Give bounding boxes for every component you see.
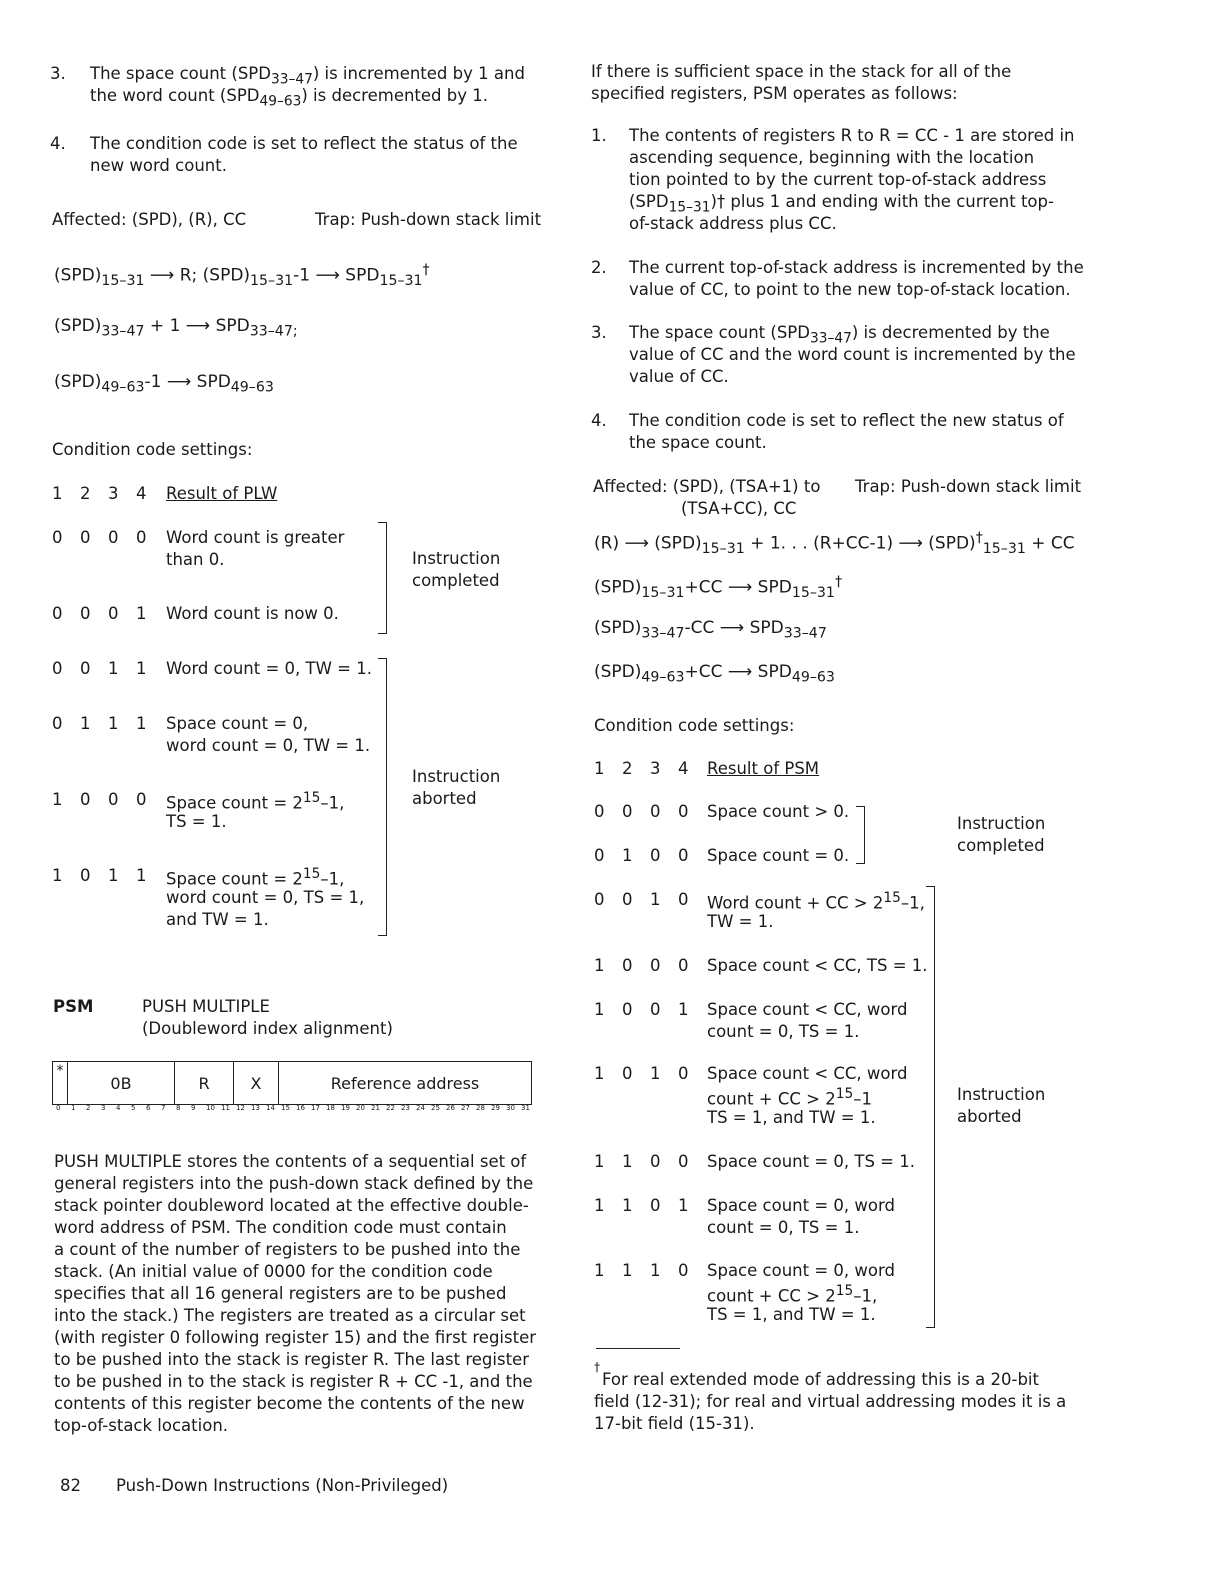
step-text: The space count $(SPD_{33-47})$ is decremented by the (629, 323, 1050, 347)
cc-result: Space count = 0. (707, 846, 850, 865)
step-number: 4. (591, 411, 607, 430)
description-line: into the stack.) The registers are treated as a circular set (54, 1306, 526, 1325)
formula: $(SPD)_{49-63}+CC$ ⟶ $SPD_{49-63}$ (594, 662, 835, 686)
alignment-note: (Doubleword index alignment) (142, 1019, 393, 1038)
page-number: 82 (60, 1476, 81, 1495)
running-footer: Push-Down Instructions (Non-Privileged) (116, 1476, 449, 1495)
bit-number: 2 (86, 1104, 91, 1112)
cc-bits: 0 0 1 1 (52, 659, 147, 678)
group-label: Instruction (957, 1085, 1046, 1104)
description-line: stack. (An initial value of 0000 for the condition code (54, 1262, 493, 1281)
trap-label: Trap: Push-down stack limit (315, 210, 542, 229)
group-label: Instruction (412, 767, 501, 786)
group-label: Instruction (957, 814, 1046, 833)
reference-address-field: Reference address (279, 1062, 532, 1105)
step-text: new word count. (90, 156, 227, 175)
bit-number: 21 (371, 1104, 380, 1112)
cc-result: word count = 0, TS = 1, (166, 888, 365, 907)
intro-line: If there is sufficient space in the stack for all of the (591, 62, 1012, 81)
step-number: 3. (591, 323, 607, 342)
group-label: completed (957, 836, 1045, 855)
cc-header: 1 2 3 4 (594, 759, 689, 778)
instruction-name: PUSH MULTIPLE (142, 997, 270, 1016)
cc-result: Space count > 0. (707, 802, 850, 821)
cc-bits: 1 1 0 0 (594, 1152, 689, 1171)
footnote-line: 17-bit field (15-31). (594, 1414, 755, 1433)
step-text: The contents of registers R to R = CC - 1 are stored in (629, 126, 1075, 145)
affected-label: Affected: (SPD), (R), CC (52, 210, 247, 229)
bit-number: 5 (131, 1104, 136, 1112)
cc-result: Space count < CC, word (707, 1000, 908, 1019)
cc-result-header: Result of PLW (166, 484, 278, 503)
description-line: specifies that all 16 general registers are to be pushed (54, 1284, 507, 1303)
cc-bits: 0 0 0 0 (594, 802, 689, 821)
affected-label: (TSA+CC), CC (681, 499, 797, 518)
cc-bits: 0 0 0 0 (52, 528, 147, 547)
bit-number: 17 (311, 1104, 320, 1112)
step-text: The space count $(SPD_{33-47})$ is incremented by 1 and (90, 64, 525, 88)
cc-bits: 1 0 0 0 (52, 790, 147, 809)
bit-number: 19 (341, 1104, 350, 1112)
footnote-rule (596, 1348, 680, 1349)
description-line: stack pointer doubleword located at the effective double- (54, 1196, 529, 1215)
group-label: aborted (957, 1107, 1022, 1126)
step-text: the word count $(SPD_{49-63})$ is decremented by 1. (90, 86, 488, 110)
formula: $(SPD)_{49-63}-1$ ⟶ $SPD_{49-63}$ (54, 372, 274, 396)
arrow-icon: ⟶ (727, 662, 753, 682)
bit-number: 27 (461, 1104, 470, 1112)
bit-number: 0 (56, 1104, 61, 1112)
step-text: The current top-of-stack address is incremented by the (629, 258, 1084, 277)
bit-number: 9 (191, 1104, 196, 1112)
arrow-icon: ⟶ (719, 618, 745, 638)
bit-number: 6 (146, 1104, 151, 1112)
bit-number: 28 (476, 1104, 485, 1112)
cc-title: Condition code settings: (52, 440, 253, 459)
bit-number: 1 (71, 1104, 76, 1112)
description-line: top-of-stack location. (54, 1416, 229, 1435)
description-line: PUSH MULTIPLE stores the contents of a sequential set of (54, 1152, 527, 1171)
arrow-icon: ⟶ (315, 265, 340, 286)
cc-result: count = 0, TS = 1. (707, 1218, 860, 1237)
cc-bits: 0 0 1 0 (594, 890, 689, 909)
bit-number: 7 (161, 1104, 166, 1112)
bit-number: 8 (176, 1104, 181, 1112)
group-bracket (856, 806, 865, 864)
footnote-line: For real extended mode of addressing this is a 20-bit (602, 1370, 1039, 1389)
cc-result: and TW = 1. (166, 910, 269, 929)
bit-number: 18 (326, 1104, 335, 1112)
cc-bits: 1 0 1 1 (52, 866, 147, 885)
cc-result: TS = 1, and TW = 1. (707, 1305, 876, 1324)
cc-bits: 1 0 0 0 (594, 956, 689, 975)
bit-number: 22 (386, 1104, 395, 1112)
cc-bits: 1 1 1 0 (594, 1261, 689, 1280)
formula: $(SPD)_{33-47}-CC$ ⟶ $SPD_{33-47}$ (594, 618, 827, 642)
footnote-line: field (12-31); for real and virtual addressing modes it is a (594, 1392, 1067, 1411)
cc-result: count + CC > $2^{15}-1$ (707, 1086, 872, 1109)
bit-number: 12 (236, 1104, 245, 1112)
cc-bits: 0 1 1 1 (52, 714, 147, 733)
step-number: 3. (50, 64, 66, 83)
step-text: the space count. (629, 433, 767, 452)
description-line: word address of PSM. The condition code must contain (54, 1218, 507, 1237)
cc-header: 1 2 3 4 (52, 484, 147, 503)
bit-number: 15 (281, 1104, 290, 1112)
cc-bits: 1 0 1 0 (594, 1064, 689, 1083)
step-text: value of CC. (629, 367, 729, 386)
arrow-icon: ⟶ (185, 316, 211, 336)
group-bracket (926, 886, 935, 1328)
description-line: to be pushed into the stack is register R. The last register (54, 1350, 529, 1369)
cc-title: Condition code settings: (594, 716, 795, 735)
r-field: R (175, 1062, 234, 1105)
cc-result: TS = 1. (166, 812, 227, 831)
footnote-mark: † (594, 1360, 600, 1374)
description-line: general registers into the push-down stack defined by the (54, 1174, 534, 1193)
bit-number: 29 (491, 1104, 500, 1112)
group-bracket (378, 522, 387, 634)
bit-number: 16 (296, 1104, 305, 1112)
step-text: $(SPD_{15-31})\dagger$ plus 1 and ending with the current top- (629, 192, 1054, 216)
step-number: 4. (50, 134, 66, 153)
description-line: a count of the number of registers to be pushed into the (54, 1240, 521, 1259)
group-bracket (378, 658, 387, 936)
formula: $(SPD)_{15-31}+CC$ ⟶ $SPD_{15-31}^\dagger$ (594, 574, 843, 602)
arrow-icon: ⟶ (727, 577, 753, 598)
arrow-icon: ⟶ (898, 533, 923, 554)
step-text: tion pointed to by the current top-of-stack address (629, 170, 1047, 189)
cc-bits: 1 1 0 1 (594, 1196, 689, 1215)
bit-number: 14 (266, 1104, 275, 1112)
instruction-format (52, 1061, 532, 1105)
cc-result: word count = 0, TW = 1. (166, 736, 371, 755)
mnemonic: PSM (53, 997, 94, 1016)
step-text: The condition code is set to reflect the new status of (629, 411, 1064, 430)
cc-result: TS = 1, and TW = 1. (707, 1108, 876, 1127)
cc-result: Space count = 0, TS = 1. (707, 1152, 915, 1171)
cc-result: Space count = 0, (166, 714, 309, 733)
arrow-icon: ⟶ (624, 533, 649, 554)
arrow-icon: ⟶ (166, 372, 192, 392)
cc-result: Space count < CC, TS = 1. (707, 956, 928, 975)
description-line: to be pushed in to the stack is register R + CC -1, and the (54, 1372, 533, 1391)
step-text: The condition code is set to reflect the status of the (90, 134, 518, 153)
cc-result: than 0. (166, 550, 225, 569)
bit-number: 23 (401, 1104, 410, 1112)
cc-result: Word count + CC > $2^{15}-1$, (707, 890, 925, 913)
cc-result: Space count = 0, word (707, 1261, 895, 1280)
description-line: contents of this register become the contents of the new (54, 1394, 525, 1413)
cc-bits: 1 0 0 1 (594, 1000, 689, 1019)
step-text: ascending sequence, beginning with the location (629, 148, 1035, 167)
x-field: X (234, 1062, 279, 1105)
bit-number: 31 (521, 1104, 530, 1112)
trap-label: Trap: Push-down stack limit (855, 477, 1082, 496)
cc-result-header: Result of PSM (707, 759, 820, 778)
description-line: (with register 0 following register 15) and the first register (54, 1328, 537, 1347)
bit-number: 10 (206, 1104, 215, 1112)
bit-number: 4 (116, 1104, 121, 1112)
step-number: 2. (591, 258, 607, 277)
bit-number: 24 (416, 1104, 425, 1112)
bit-number: 11 (221, 1104, 230, 1112)
bit-number: 3 (101, 1104, 106, 1112)
cc-result: Space count < CC, word (707, 1064, 908, 1083)
step-text: value of CC and the word count is incremented by the (629, 345, 1076, 364)
cc-result: TW = 1. (707, 912, 774, 931)
cc-result: count = 0, TS = 1. (707, 1022, 860, 1041)
step-text: of-stack address plus CC. (629, 214, 837, 233)
step-text: value of CC, to point to the new top-of-stack location. (629, 280, 1071, 299)
cc-result: Word count = 0, TW = 1. (166, 659, 372, 678)
step-number: 1. (591, 126, 607, 145)
bit-number: 20 (356, 1104, 365, 1112)
bit-number: 25 (431, 1104, 440, 1112)
cc-bits: 0 1 0 0 (594, 846, 689, 865)
cc-result: Space count = $2^{15}-1$, (166, 866, 345, 889)
indirect-bit: * (53, 1062, 68, 1105)
formula: (R) ⟶ $(SPD)_{15-31} + 1$. . . (R+CC-1) ⟶ $(SPD)^\dagger_{15-31}$ + CC (594, 530, 1075, 558)
intro-line: specified registers, PSM operates as follows: (591, 84, 958, 103)
group-label: aborted (412, 789, 477, 808)
cc-bits: 0 0 0 1 (52, 604, 147, 623)
group-label: Instruction (412, 549, 501, 568)
cc-result: Space count = $2^{15}-1$, (166, 790, 345, 813)
affected-label: Affected: (SPD), (TSA+1) to (593, 477, 821, 496)
formula: $(SPD)_{33-47} + 1$ ⟶ $SPD_{33-47;}$ (54, 316, 298, 340)
arrow-icon: ⟶ (149, 265, 175, 286)
bit-number: 26 (446, 1104, 455, 1112)
formula: $(SPD)_{15-31}$ ⟶ R; $(SPD)_{15-31}-1$ ⟶ $SPD_{15-31}^\dagger$ (54, 262, 430, 290)
cc-result: Word count is now 0. (166, 604, 339, 623)
group-label: completed (412, 571, 500, 590)
bit-number: 30 (506, 1104, 515, 1112)
cc-result: Space count = 0, word (707, 1196, 895, 1215)
bit-number: 13 (251, 1104, 260, 1112)
cc-result: count + CC > $2^{15}-1$, (707, 1283, 878, 1306)
opcode-field: 0B (68, 1062, 175, 1105)
cc-result: Word count is greater (166, 528, 345, 547)
